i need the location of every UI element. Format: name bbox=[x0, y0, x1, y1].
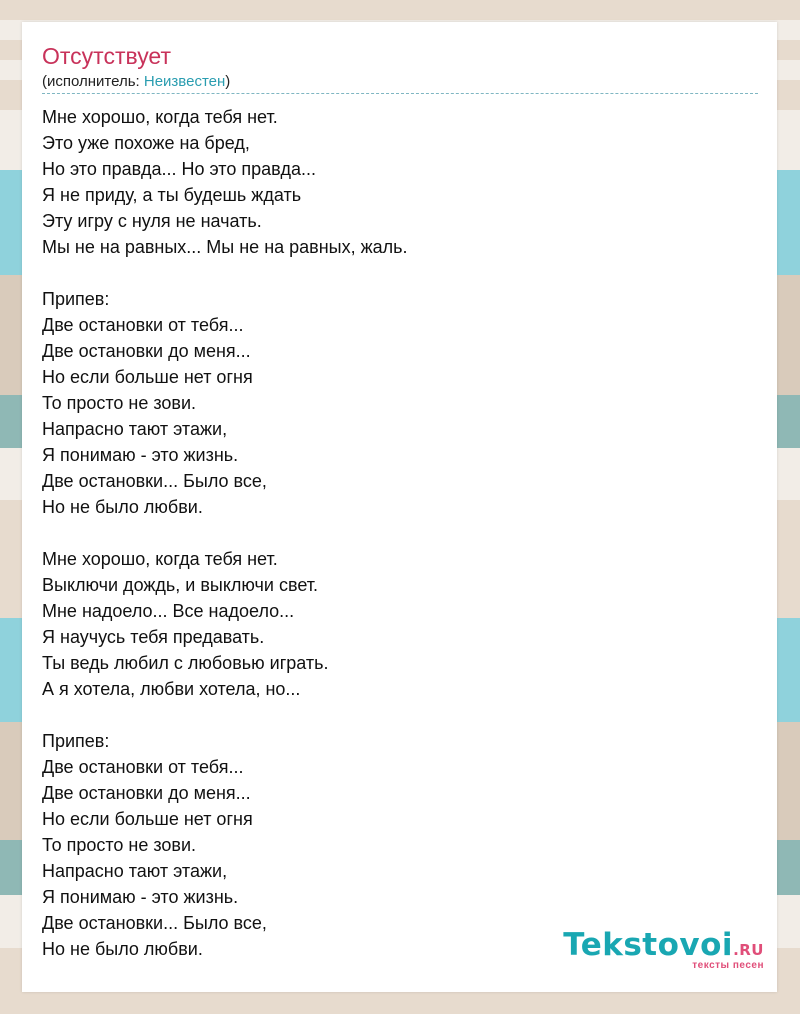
lyric-line: Это уже похоже на бред, bbox=[42, 133, 250, 153]
lyric-line: Но это правда... Но это правда... bbox=[42, 159, 316, 179]
lyric-line: Две остановки до меня... bbox=[42, 341, 251, 361]
lyric-line: Выключи дождь, и выключи свет. bbox=[42, 575, 318, 595]
logo-tld: .RU bbox=[733, 941, 764, 959]
lyric-line: А я хотела, любви хотела, но... bbox=[42, 679, 301, 699]
lyric-line: Ты ведь любил с любовью играть. bbox=[42, 653, 329, 673]
lyric-line: Напрасно тают этажи, bbox=[42, 419, 228, 439]
lyrics-card bbox=[22, 22, 777, 992]
lyric-line: Я научусь тебя предавать. bbox=[42, 627, 265, 647]
artist-suffix: ) bbox=[225, 73, 231, 90]
lyric-line: То просто не зови. bbox=[42, 835, 197, 855]
title-divider bbox=[42, 93, 758, 94]
lyric-line: Я понимаю - это жизнь. bbox=[42, 445, 239, 465]
lyric-blank-line bbox=[42, 702, 742, 728]
lyric-line: Мне надоело... Все надоело... bbox=[42, 601, 295, 621]
lyric-blank-line bbox=[42, 260, 742, 286]
lyric-line: Две остановки до меня... bbox=[42, 783, 251, 803]
lyrics-body bbox=[42, 104, 742, 962]
lyric-line: Две остановки... Было все, bbox=[42, 471, 267, 491]
lyric-line: Но если больше нет огня bbox=[42, 367, 253, 387]
lyric-line: Мне хорошо, когда тебя нет. bbox=[42, 107, 278, 127]
logo-word: Tekstovoi bbox=[563, 927, 734, 963]
lyric-line: Две остановки от тебя... bbox=[42, 757, 244, 777]
song-title: Отсутствует bbox=[42, 43, 171, 69]
logo-tagline: тексты песен bbox=[692, 960, 764, 971]
lyric-line: Напрасно тают этажи, bbox=[42, 861, 228, 881]
lyric-blank-line bbox=[42, 520, 742, 546]
lyric-line: Я понимаю - это жизнь. bbox=[42, 887, 239, 907]
site-logo[interactable] bbox=[563, 928, 764, 962]
lyric-line: Эту игру с нуля не начать. bbox=[42, 211, 262, 231]
lyric-line: Мне хорошо, когда тебя нет. bbox=[42, 549, 278, 569]
lyric-line: Две остановки от тебя... bbox=[42, 315, 244, 335]
artist-line bbox=[42, 73, 230, 91]
lyric-line: То просто не зови. bbox=[42, 393, 197, 413]
chorus-label: Припев: bbox=[42, 731, 110, 751]
artist-link[interactable]: Неизвестен bbox=[143, 73, 226, 90]
lyric-line: Но если больше нет огня bbox=[42, 809, 253, 829]
artist-prefix: (исполнитель: bbox=[42, 73, 144, 90]
chorus-label: Припев: bbox=[42, 289, 110, 309]
lyric-line: Я не приду, а ты будешь ждать bbox=[42, 185, 302, 205]
lyric-line: Две остановки... Было все, bbox=[42, 913, 267, 933]
lyric-line: Но не было любви. bbox=[42, 497, 203, 517]
lyric-line: Мы не на равных... Мы не на равных, жаль. bbox=[42, 237, 408, 257]
lyric-line: Но не было любви. bbox=[42, 939, 203, 959]
